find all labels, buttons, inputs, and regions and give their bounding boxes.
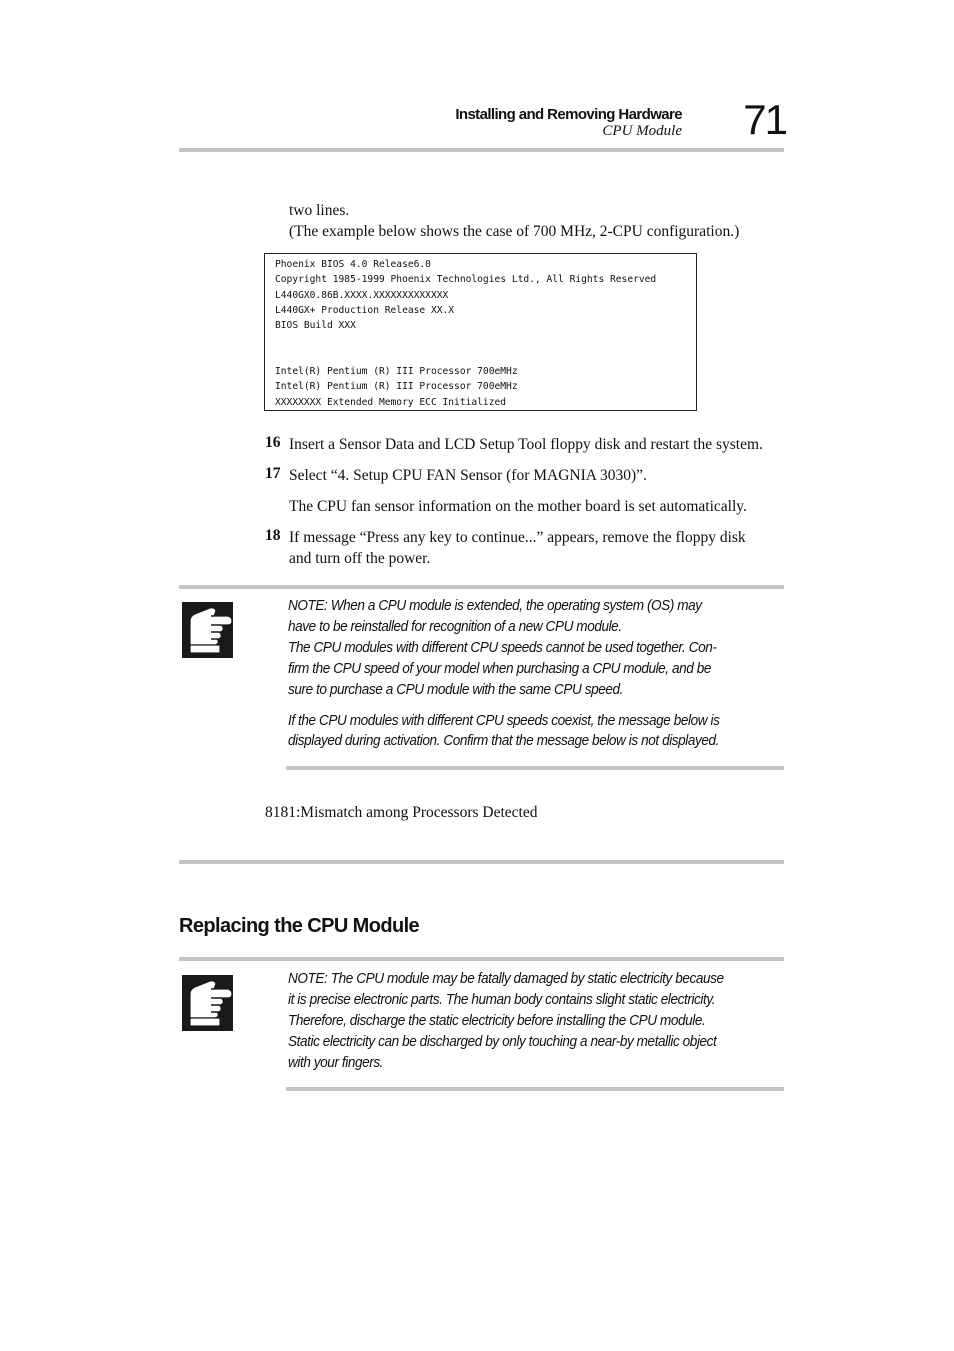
note-2-bottom-rule [286,1087,784,1091]
bios-line [275,333,686,348]
bios-line: L440GX0.86B.XXXX.XXXXXXXXXXXXX [275,289,449,301]
running-header-chapter: Installing and Removing Hardware [455,106,682,123]
section-heading-rule [179,957,784,961]
bios-line: Intel(R) Pentium (R) III Processor 700eMHz [275,366,518,378]
step-text-17: Select “4. Setup CPU FAN Sensor (for MAGNIA 3030)”. [289,467,647,484]
note-2-line: Static electricity can be discharged by only touching a near-by metallic object [288,1034,717,1050]
note-1-line: NOTE: When a CPU module is extended, the operating system (OS) may [288,598,702,614]
bios-line: XXXXXXXX Extended Memory ECC Initialized [275,396,507,408]
header-rule [179,148,784,152]
pointing-hand-icon [181,974,234,1032]
note-1-line: If the CPU modules with different CPU speeds coexist, the message below is [288,713,720,729]
note-bottom-rule [286,766,784,770]
step-text-18-line-1: If message “Press any key to continue...” appears, remove the floppy disk [289,529,746,546]
step-followup-17: The CPU fan sensor information on the mother board is set automatically. [289,498,747,515]
section-heading: Replacing the CPU Module [179,915,420,937]
note-1-line: displayed during activation. Confirm that the message below is not displayed. [288,733,719,749]
note-top-rule [179,585,784,589]
bios-line: Intel(R) Pentium (R) III Processor 700eMHz [275,381,518,393]
note-1-line: firm the CPU speed of your model when purchasing a CPU module, and be [288,661,712,677]
intro-line-2: (The example below shows the case of 700 MHz, 2-CPU configuration.) [289,223,740,240]
step-number-18: 18 [265,527,281,544]
step-text-18-line-2: and turn off the power. [289,550,431,567]
bios-line: BIOS Build XXX [275,320,356,332]
note-2-line: NOTE: The CPU module may be fatally damaged by static electricity because [288,971,724,987]
intro-line-1: two lines. [289,202,350,219]
mismatch-message: 8181:Mismatch among Processors Detected [265,804,538,821]
note-1-line: sure to purchase a CPU module with the same CPU speed. [288,682,623,698]
bios-screen-example [264,253,697,411]
bios-line: L440GX+ Production Release XX.X [275,304,455,316]
bios-line: Phoenix BIOS 4.0 Release6.0 [275,259,431,270]
running-header-section: CPU Module [602,123,682,139]
page-number: 71 [743,96,786,143]
note-1-line: The CPU modules with different CPU speeds cannot be used together. Con- [288,640,717,656]
note-2-line: with your fingers. [288,1055,384,1071]
bios-line [275,349,686,364]
note-1-line: have to be reinstalled for recognition of a new CPU module. [288,619,622,635]
note-2-line: Therefore, discharge the static electricity before installing the CPU module. [288,1013,706,1029]
pointing-hand-icon [181,601,234,659]
note-2-line: it is precise electronic parts. The human body contains slight static electricity. [288,992,716,1008]
section-divider-rule [179,860,784,864]
bios-line: Copyright 1985-1999 Phoenix Technologies Ltd., All Rights Reserved [275,274,657,286]
step-number-17: 17 [265,465,281,482]
step-text-16: Insert a Sensor Data and LCD Setup Tool floppy disk and restart the system. [289,436,763,453]
step-number-16: 16 [265,434,281,451]
